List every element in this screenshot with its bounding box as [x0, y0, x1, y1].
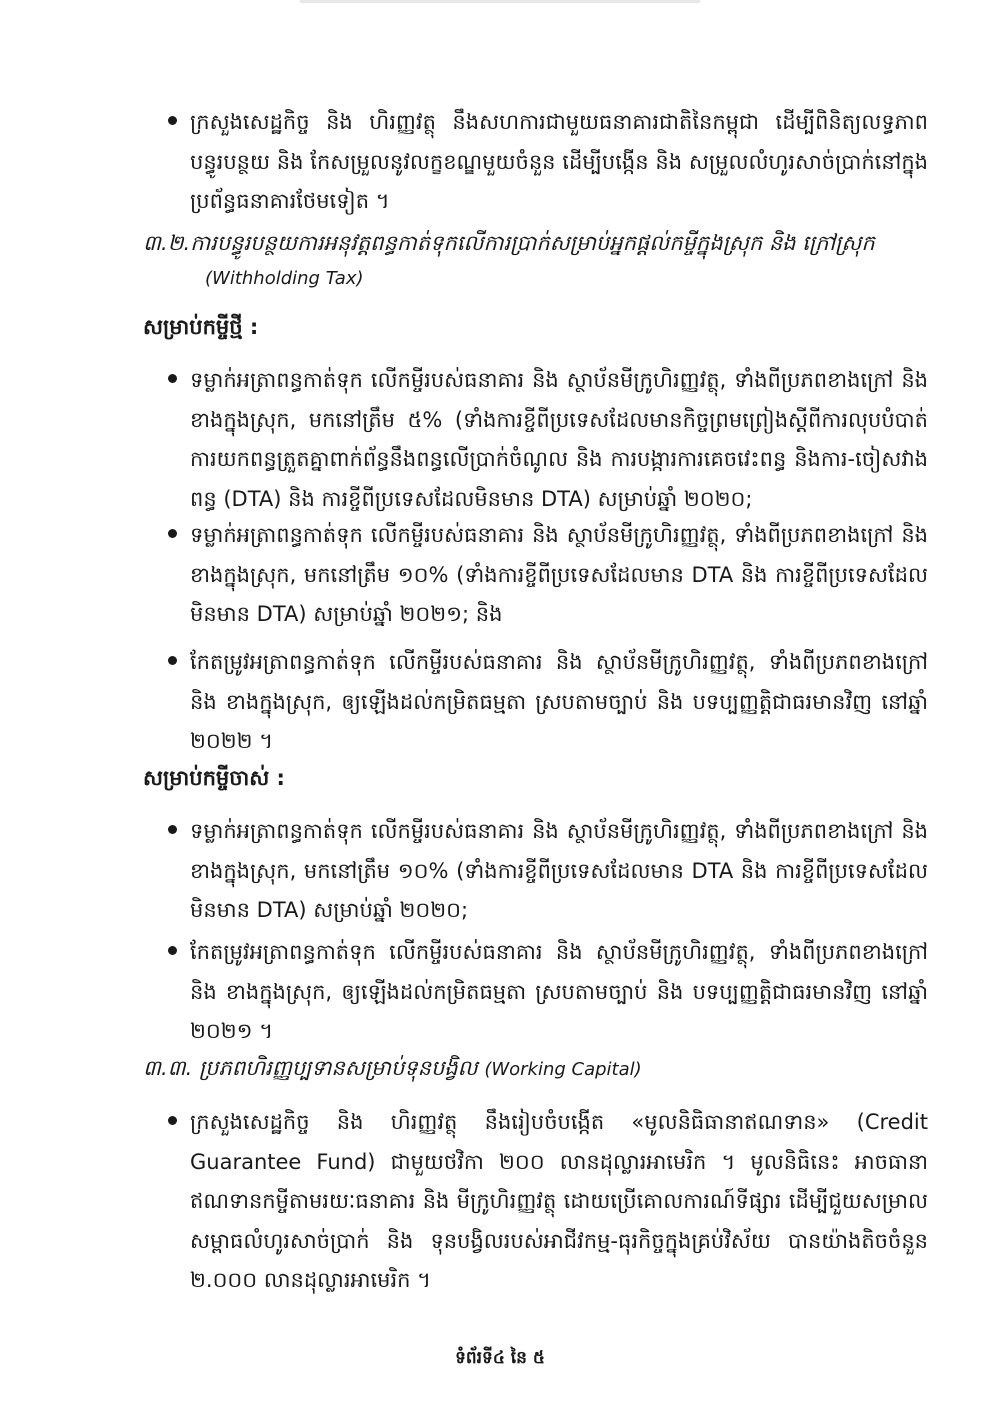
bullet-dot-icon	[168, 1116, 177, 1125]
old-loan-bullet-item	[168, 933, 928, 1053]
new-loan-bullet-item	[168, 643, 928, 763]
old-loans-label: សម្រាប់កម្ចីចាស់ :	[143, 766, 285, 790]
section-3-2-english: (Withholding Tax)	[205, 268, 364, 289]
section-3-3-english: (Working Capital)	[484, 1059, 642, 1080]
new-loan-bullet-item	[168, 361, 928, 521]
section-3-2-heading: ៣.២.ការបន្ធូរបន្ថយការអនុវត្តពន្ធកាត់ទុកលើការប្រាក់សម្រាប់អ្នកផ្តល់កម្ចីក្នុងស្រុក និង ក្រៅស្រុក	[143, 231, 875, 255]
section-3-3-bullet-text: ក្រសួងសេដ្ឋកិច្ច និង ហិរញ្ញវត្ថុ នឹងរៀបចំបង្កើត «មូលនិធិធានាឥណទាន» (Credit Guarantee Fund) ជាមួយថវិកា ២០០ លានដុល្លារអាមេរិក ។ មូលនិធិនេះ អាចធានាឥណទានកម្ចីតាមរយៈធនាគារ និង មីក្រូហិរញ្ញវត្ថុ ដោយប្រើគោលការណ៍ទីផ្សារ ដើម្បីជួយសម្រាលសម្ពាធលំហូរសាច់ប្រាក់ និង ទុនបង្វិលរបស់អាជីវកម្ម-ធុរកិច្ចក្នុងគ្រប់វិស័យ បានយ៉ាងតិចចំនួន ២.០០០ លានដុល្លារអាមេរិក ។	[190, 1110, 928, 1292]
bullet-dot-icon	[168, 374, 177, 383]
bullet-dot-icon	[168, 529, 177, 538]
page-number: ទំព័រទី៤ នៃ ៥	[455, 1348, 545, 1368]
new-loan-bullet-text: កែតម្រូវអត្រាពន្ធកាត់ទុក លើកម្ចីរបស់ធនាគារ និង ស្ថាប័នមីក្រូហិរញ្ញវត្ថុ, ទាំងពីប្រភពខាងក្រៅ និង ខាងក្នុងស្រុក, ឲ្យឡើងដល់កម្រិតធម្មតា ស្របតាមច្បាប់ និង បទប្បញ្ញត្តិជាធរមានវិញ នៅឆ្នាំ ២០២២ ។	[190, 650, 928, 753]
old-loan-bullet-text: កែតម្រូវអត្រាពន្ធកាត់ទុក លើកម្ចីរបស់ធនាគារ និង ស្ថាប័នមីក្រូហិរញ្ញវត្ថុ, ទាំងពីប្រភពខាងក្រៅ និង ខាងក្នុងស្រុក, ឲ្យឡើងដល់កម្រិតធម្មតា ស្របតាមច្បាប់ និង បទប្បញ្ញត្តិជាធរមានវិញ នៅឆ្នាំ ២០២១ ។	[190, 940, 928, 1043]
old-loan-bullet-text: ទម្លាក់អត្រាពន្ធកាត់ទុក លើកម្ចីរបស់ធនាគារ និង ស្ថាប័នមីក្រូហិរញ្ញវត្ថុ, ទាំងពីប្រភពខាងក្រៅ និង ខាងក្នុងស្រុក, មកនៅត្រឹម ១០% (ទាំងការខ្ចីពីប្រទេសដែលមាន DTA និង ការខ្ចីពីប្រទេសដែលមិនមាន DTA) សម្រាប់ឆ្នាំ ២០២០;	[190, 819, 928, 922]
intro-bullet-item	[168, 103, 928, 223]
new-loans-label: សម្រាប់កម្ចីថ្មី :	[143, 315, 259, 339]
scan-edge-mark	[300, 0, 700, 3]
bullet-dot-icon	[168, 656, 177, 665]
intro-bullet-text: ក្រសួងសេដ្ឋកិច្ច និង ហិរញ្ញវត្ថុ នឹងសហការជាមួយធនាគារជាតិនៃកម្ពុជា ដើម្បីពិនិត្យលទ្ធភាព បន្ធូរបន្ថយ និង កែសម្រួលនូវលក្ខខណ្ឌមួយចំនួន ដើម្បីបង្កើន និង សម្រួលលំហូរសាច់ប្រាក់នៅក្នុងប្រព័ន្ធធនាគារថែមទៀត ។	[190, 110, 928, 213]
section-3-3-heading-text: ៣.៣. ប្រភពហិរញ្ញប្បទានសម្រាប់ទុនបង្វិល	[143, 1056, 478, 1080]
bullet-dot-icon	[168, 946, 177, 955]
section-3-3-heading	[143, 1055, 642, 1086]
new-loan-bullet-text: ទម្លាក់អត្រាពន្ធកាត់ទុក លើកម្ចីរបស់ធនាគារ និង ស្ថាប័នមីក្រូហិរញ្ញវត្ថុ, ទាំងពីប្រភពខាងក្រៅ និង ខាងក្នុងស្រុក, មកនៅត្រឹម ៥% (ទាំងការខ្ចីពីប្រទេសដែលមានកិច្ចព្រមព្រៀងស្តីពីការលុបបំបាត់ការយកពន្ធត្រួតគ្នាពាក់ព័ន្ធនឹងពន្ធលើប្រាក់ចំណូល និង ការបង្ការការគេចវេះពន្ធ និងការ-ចៀសវាងពន្ធ (DTA) និង ការខ្ចីពីប្រទេសដែលមិនមាន DTA) សម្រាប់ឆ្នាំ ២០២០;	[190, 368, 928, 511]
section-3-3-bullet-item	[168, 1103, 928, 1303]
bullet-dot-icon	[168, 825, 177, 834]
bullet-dot-icon	[168, 116, 177, 125]
old-loan-bullet-item	[168, 812, 928, 932]
new-loan-bullet-item	[168, 516, 928, 636]
new-loan-bullet-text: ទម្លាក់អត្រាពន្ធកាត់ទុក លើកម្ចីរបស់ធនាគារ និង ស្ថាប័នមីក្រូហិរញ្ញវត្ថុ, ទាំងពីប្រភពខាងក្រៅ និងខាងក្នុងស្រុក, មកនៅត្រឹម ១០% (ទាំងការខ្ចីពីប្រទេសដែលមាន DTA និង ការខ្ចីពីប្រទេសដែលមិនមាន DTA) សម្រាប់ឆ្នាំ ២០២១; និង	[190, 523, 928, 626]
